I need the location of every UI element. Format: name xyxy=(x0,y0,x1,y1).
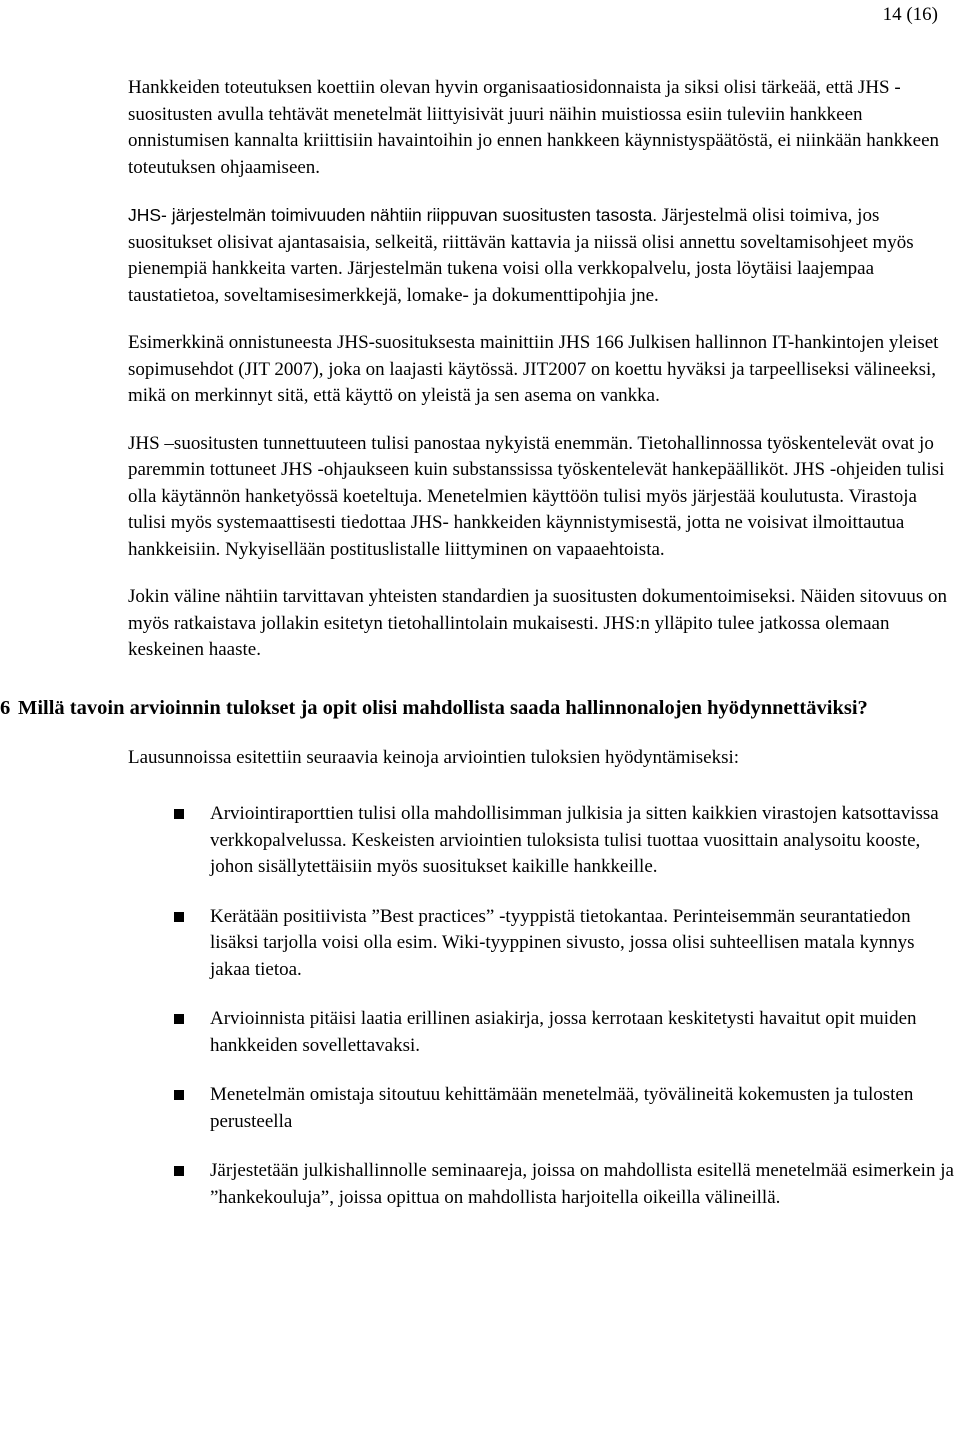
list-item xyxy=(128,801,954,881)
section-number: 6 xyxy=(0,696,11,719)
square-bullet-icon xyxy=(174,912,184,922)
paragraph-2-body: Järjestelmä olisi toimiva, jos suositukset olisivat ajantasaisia, selkeitä, riittävän kattavia ja niissä olisi annettu soveltamisohjeet myös pienempiä hankkeita varten. Järjestelmän tukena voisi olla verkkopalvelu, josta löytäisi laajempaa taustatietoa, soveltamisesimerkkejä, lomake- ja dokumenttipohjia jne. xyxy=(128,205,914,306)
section-heading xyxy=(0,694,954,723)
list-item xyxy=(128,1158,954,1211)
section-intro: Lausunnoissa esitettiin seuraavia keinoja arviointien tuloksien hyödyntämiseksi: xyxy=(128,746,740,768)
square-bullet-icon xyxy=(174,1090,184,1100)
page-number: 14 (16) xyxy=(882,4,938,25)
paragraph-2 xyxy=(128,202,954,309)
list-item xyxy=(128,904,954,984)
paragraph-5: Jokin väline nähtiin tarvittavan yhteisten standardien ja suositusten dokumentoimiseksi. Näiden sitovuus on myös ratkaistava jollakin esitetyn tietohallintolain mukaisesti. JHS:n ylläpito tulee jatkossa olemaan keskeinen haaste. xyxy=(128,586,947,660)
list-item xyxy=(128,1006,954,1059)
list-item-text: Arvioinnista pitäisi laatia erillinen asiakirja, jossa kerrotaan keskitetysti havaitut opit muiden hankkeiden sovellettavaksi. xyxy=(210,1008,917,1056)
square-bullet-icon xyxy=(174,1166,184,1176)
paragraph-1: Hankkeiden toteutuksen koettiin olevan hyvin organisaatiosidonnaista ja siksi olisi tärkeää, että JHS -suositusten avulla tehtävät menetelmät liittyisivät juuri näihin muistiossa esiin tuleviin hankkeen onnistumisen kannalta kriittisiin havaintoihin jo ennen hankkeen käynnistyspäätöstä, ei niinkään hankkeen toteutuksen ohjaamiseen. xyxy=(128,77,940,178)
paragraph-3: Esimerkkinä onnistuneesta JHS-suosituksesta mainittiin JHS 166 Julkisen hallinnon IT-hankintojen yleiset sopimusehdot (JIT 2007), joka on laajasti käytössä. JIT2007 on koettu hyväksi ja tarpeelliseksi välineeksi, mikä on merkinnyt sitä, että käyttö on yleistä ja sen asema on vankka. xyxy=(128,332,939,406)
list-item-text: Järjestetään julkishallinnolle seminaareja, joissa on mahdollista esitellä menetelmää esimerkein ja ”hankekoulujа”, joissa opittua on mahdollista harjoitella oikeilla välineillä. xyxy=(210,1160,954,1208)
square-bullet-icon xyxy=(174,1014,184,1024)
paragraph-2-lead: JHS- järjestelmän toimivuuden nähtiin riippuvan suositusten tasosta. xyxy=(128,205,658,225)
bullet-list xyxy=(128,801,954,1211)
list-item-text: Menetelmän omistaja sitoutuu kehittämään menetelmää, työvälineitä kokemusten ja tulosten perusteella xyxy=(210,1084,914,1132)
square-bullet-icon xyxy=(174,809,184,819)
paragraph-4: JHS –suositusten tunnettuuteen tulisi panostaa nykyistä enemmän. Tietohallinnossa työskentelevät ovat jo paremmin tottuneet JHS -ohjaukseen kuin substanssissa työskentelevät hankepäälliköt. JHS -ohjeiden tulisi olla käytännön hanketyössä koeteltuja. Menetelmien käyttöön tulisi myös järjestää koulutusta. Virastoja tulisi myös systemaattisesti tiedottaa JHS- hankkeiden käynnistymisestä, jotta ne voisivat ilmoittautua hankkeisiin. Nykyisellään postituslistalle liittyminen on vapaaehtoista. xyxy=(128,432,945,560)
list-item xyxy=(128,1082,954,1135)
section-title: Millä tavoin arvioinnin tulokset ja opit olisi mahdollista saada hallinnonalojen hyödynnettäviksi? xyxy=(18,696,868,719)
list-item-text: Arviointiraporttien tulisi olla mahdollisimman julkisia ja sitten kaikkien virastojen katsottavissa verkkopalvelussa. Keskeisten arviointien tuloksista tulisi tuottaa vuosittain analysoitu kooste, johon sisällytettäisiin myös suositukset kaikille hankkeille. xyxy=(210,803,939,877)
list-item-text: Kerätään positiivista ”Best practices” -tyyppistä tietokantaa. Perinteisemmän seurantatiedon lisäksi tarjolla voisi olla esim. Wiki-tyyppinen sivusto, jossa olisi suhteellisen matala kynnys jakaa tietoa. xyxy=(210,905,915,980)
page-content xyxy=(0,75,954,1234)
